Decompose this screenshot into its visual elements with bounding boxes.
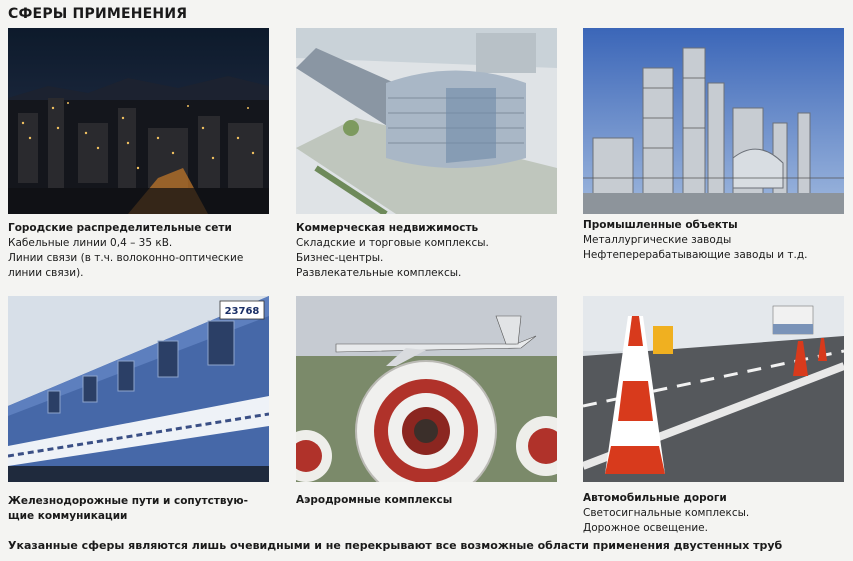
caption-line: Бизнес-центры. xyxy=(296,252,384,264)
industrial-plant-photo xyxy=(583,28,844,214)
page-title: СФЕРЫ ПРИМЕНЕНИЯ xyxy=(8,6,188,22)
caption-heading-continued: щие коммуникации xyxy=(8,510,128,522)
caption-line: линии связи). xyxy=(8,267,84,279)
airfield-pipes-photo xyxy=(296,296,557,482)
caption-heading: Промышленные объекты xyxy=(583,219,738,231)
caption-line: Светосигнальные комплексы. xyxy=(583,507,750,519)
caption-line: Линии связи (в т.ч. волоконно-оптические xyxy=(8,252,244,264)
commercial-building-photo xyxy=(296,28,557,214)
caption-urban-networks xyxy=(8,221,276,281)
road-cones-photo xyxy=(583,296,844,482)
train-number-label: 23768 xyxy=(224,306,260,317)
caption-heading: Железнодорожные пути и сопутствую- xyxy=(8,495,248,507)
caption-line: Дорожное освещение. xyxy=(583,522,708,534)
caption-railways xyxy=(8,494,276,524)
caption-airfields xyxy=(296,493,564,508)
caption-line: Развлекательные комплексы. xyxy=(296,267,462,279)
caption-roads xyxy=(583,491,851,536)
caption-heading: Аэродромные комплексы xyxy=(296,494,453,506)
night-city-photo xyxy=(8,28,269,214)
caption-line: Металлургические заводы xyxy=(583,234,732,246)
caption-line: Кабельные линии 0,4 – 35 кВ. xyxy=(8,237,173,249)
caption-heading: Автомобильные дороги xyxy=(583,492,727,504)
caption-heading: Городские распределительные сети xyxy=(8,222,232,234)
caption-line: Нефтеперерабатывающие заводы и т.д. xyxy=(583,249,808,261)
caption-heading: Коммерческая недвижимость xyxy=(296,222,479,234)
caption-line: Складские и торговые комплексы. xyxy=(296,237,489,249)
caption-commercial-real-estate xyxy=(296,221,564,281)
footer-note: Указанные сферы являются лишь очевидными и не перекрывают все возможные области применения двустенных труб xyxy=(8,539,783,552)
train-photo xyxy=(8,296,269,482)
caption-industrial-objects xyxy=(583,218,851,263)
